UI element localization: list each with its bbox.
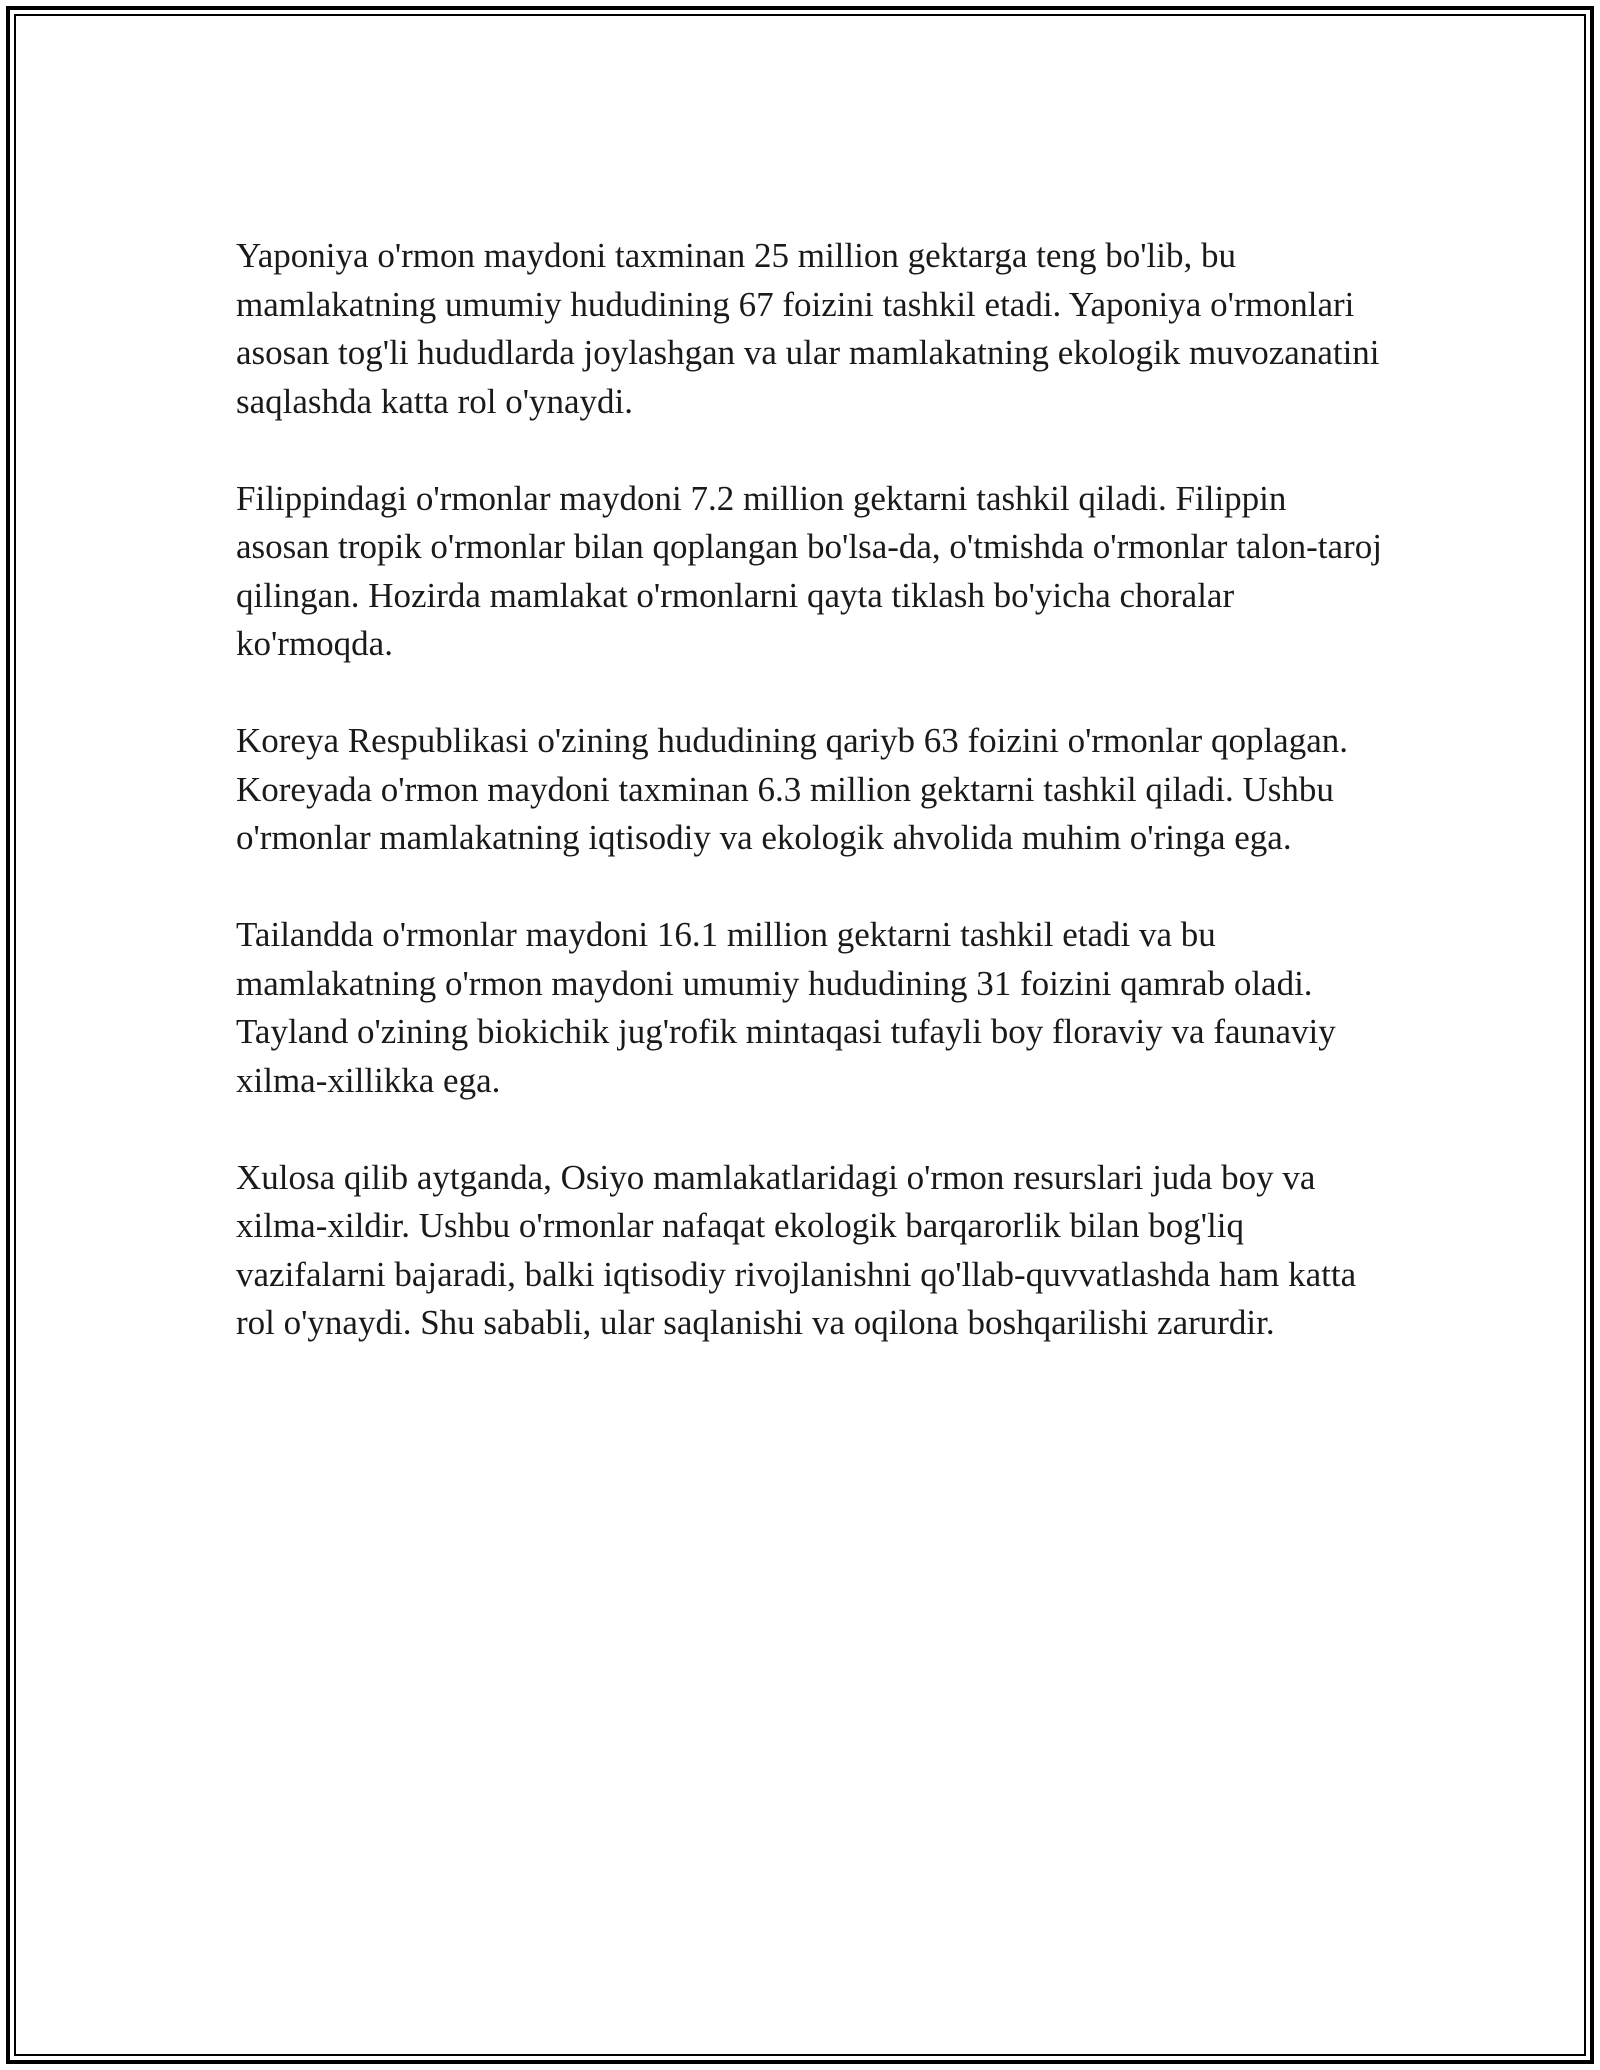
document-body (236, 232, 1386, 1396)
paragraph-japan: Yaponiya o'rmon maydoni taxminan 25 million gektarga teng bo'lib, bu mamlakatning umumiy hududining 67 foizini tashkil etadi. Yaponiya o'rmonlari asosan tog'li hududlarda joylashgan va ular mamlakatning ekologik muvozanatini saqlashda katta rol o'ynaydi. (236, 236, 1380, 421)
paragraph-korea: Koreya Respublikasi o'zining hududining qariyb 63 foizini o'rmonlar qoplagan. Koreyada o'rmon maydoni taxminan 6.3 million gektarni tashkil qiladi. Ushbu o'rmonlar mamlakatning iqtisodiy va ekologik ahvolida muhim o'ringa ega. (236, 721, 1348, 857)
paragraph-conclusion: Xulosa qilib aytganda, Osiyo mamlakatlaridagi o'rmon resurslari juda boy va xilma-xildir. Ushbu o'rmonlar nafaqat ekologik barqarorlik bilan bog'liq vazifalarni bajaradi, balki iqtisodiy rivojlanishni qo'llab-quvvatlashda ham katta rol o'ynaydi. Shu sababli, ular saqlanishi va oqilona boshqarilishi zarurdir. (236, 1157, 1357, 1342)
paragraph-thailand: Tailandda o'rmonlar maydoni 16.1 million gektarni tashkil etadi va bu mamlakatning o'rmon maydoni umumiy hududining 31 foizini qamrab oladi. Tayland o'zining biokichik jug'rofik mintaqasi tufayli boy floraviy va faunaviy xilma-xillikka ega. (236, 915, 1336, 1100)
paragraph-philippines: Filippindagi o'rmonlar maydoni 7.2 million gektarni tashkil qiladi. Filippin asosan tropik o'rmonlar bilan qoplangan bo'lsa-da, o'tmishda o'rmonlar talon-taroj qilingan. Hozirda mamlakat o'rmonlarni qayta tiklash bo'yicha choralar ko'rmoqda. (236, 478, 1382, 663)
